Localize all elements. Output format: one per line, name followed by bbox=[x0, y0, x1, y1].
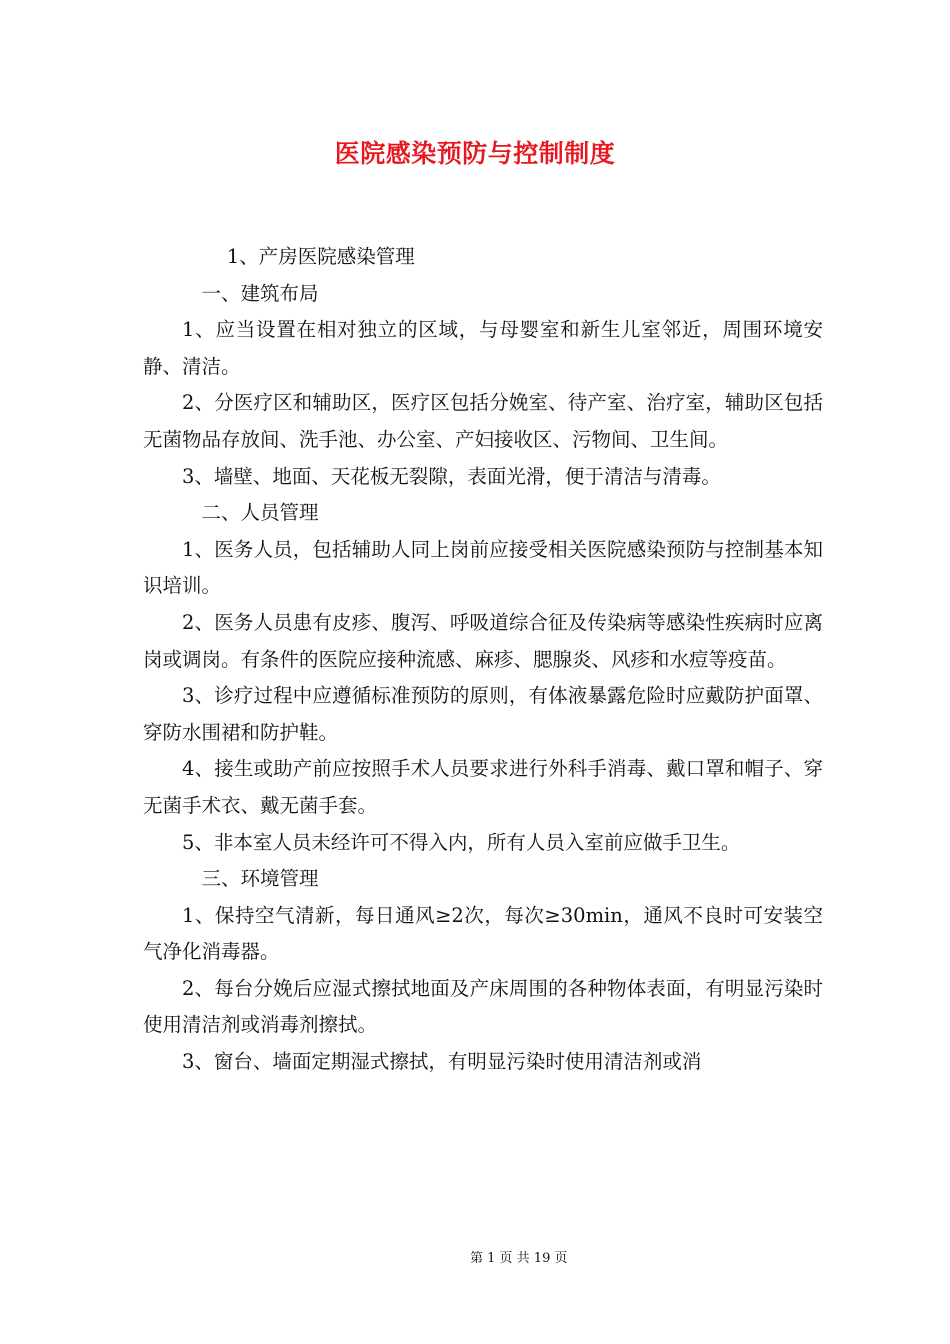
heading-delivery-room: 1、产房医院感染管理 bbox=[226, 245, 415, 268]
paragraph: 3、墙壁、地面、天花板无裂隙，表面光滑，便于清洁与清毒。 bbox=[182, 464, 721, 488]
document-body bbox=[143, 239, 823, 1081]
paragraph: 4、接生或助产前应按照手术人员要求进行外科手消毒、戴口罩和帽子、穿无菌手术衣、戴无菌手套。 bbox=[143, 757, 823, 817]
section-heading-environment: 三、环境管理 bbox=[201, 867, 319, 891]
paragraph: 1、医务人员，包括辅助人同上岗前应接受相关医院感染预防与控制基本知识培训。 bbox=[143, 537, 823, 598]
page-footer: 第 1 页 共 19 页 bbox=[470, 1251, 568, 1266]
paragraph: 2、每台分娩后应湿式擦拭地面及产床周围的各种物体表面，有明显污染时使用清洁剂或消毒剂擦拭。 bbox=[143, 976, 823, 1037]
paragraph: 3、窗台、墙面定期湿式擦拭，有明显污染时使用清洁剂或消 bbox=[182, 1050, 702, 1074]
paragraph: 1、保持空气清新，每日通风≥2次，每次≥30min，通风不良时可安装空气净化消毒器。 bbox=[143, 903, 823, 964]
paragraph: 2、医务人员患有皮疹、腹泻、呼吸道综合征及传染病等感染性疾病时应离岗或调岗。有条件的医院应接种流感、麻疹、腮腺炎、风疹和水痘等疫苗。 bbox=[143, 610, 823, 671]
paragraph: 5、非本室人员未经许可不得入内，所有人员入室前应做手卫生。 bbox=[182, 830, 741, 854]
section-heading-layout: 一、建筑布局 bbox=[201, 281, 319, 305]
document-title: 医院感染预防与控制制度 bbox=[334, 139, 616, 168]
paragraph: 2、分医疗区和辅助区，医疗区包括分娩室、待产室、治疗室，辅助区包括无菌物品存放间、洗手池、办公室、产妇接收区、污物间、卫生间。 bbox=[143, 391, 823, 451]
section-heading-personnel: 二、人员管理 bbox=[201, 501, 319, 525]
paragraph: 1、应当设置在相对独立的区域，与母婴室和新生儿室邻近，周围环境安静、清洁。 bbox=[143, 318, 823, 378]
paragraph: 3、诊疗过程中应遵循标准预防的原则，有体液暴露危险时应戴防护面罩、穿防水围裙和防护鞋。 bbox=[143, 684, 823, 744]
